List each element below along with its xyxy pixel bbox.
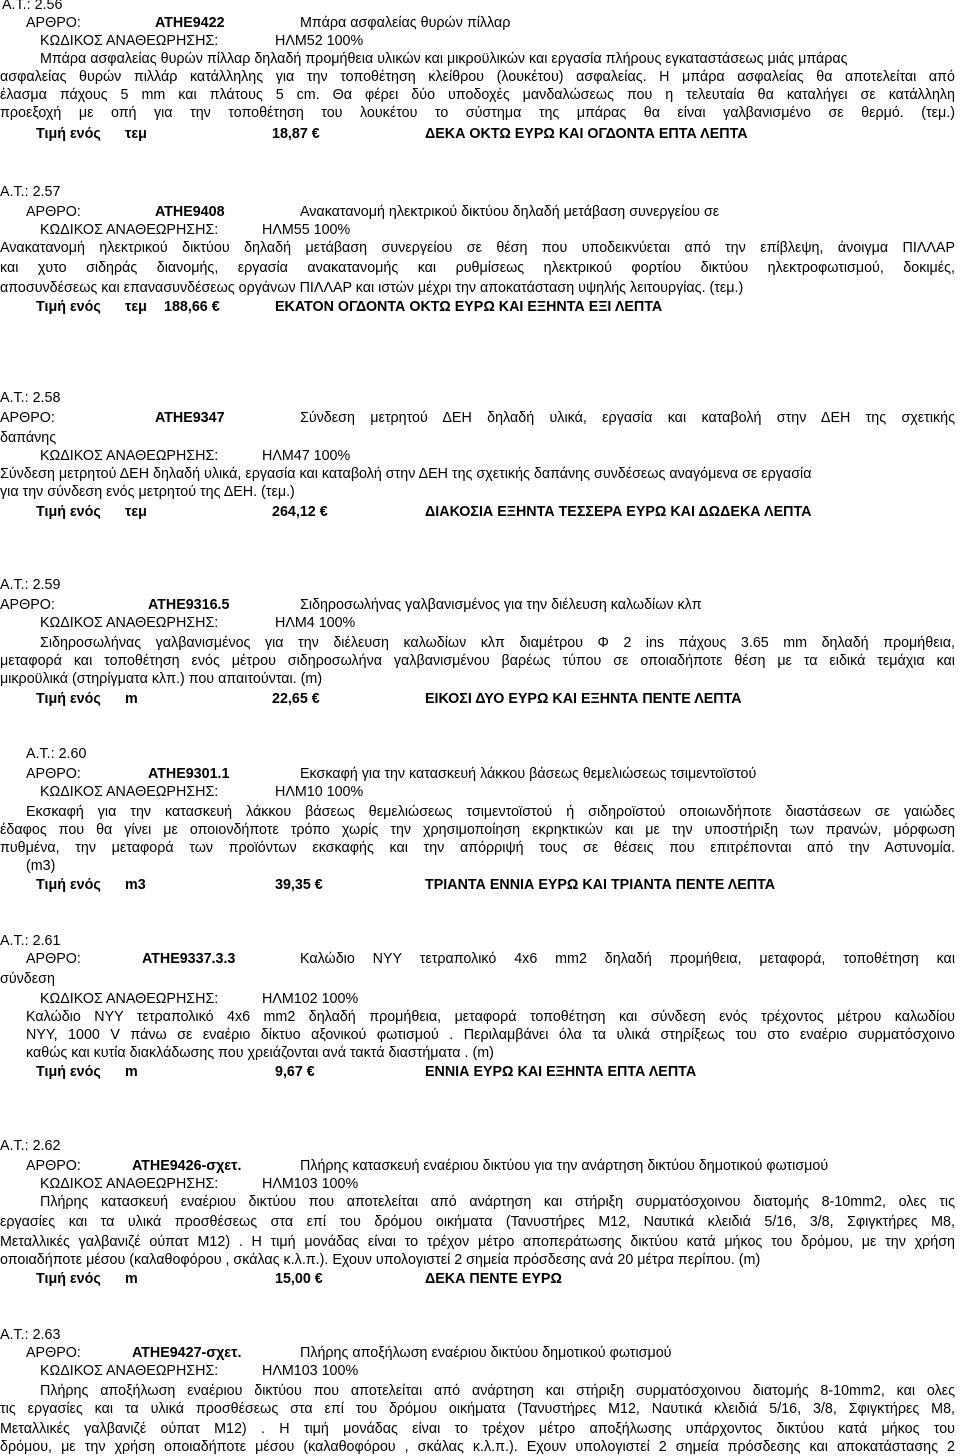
article-number: Α.Τ.: 2.60 [26,746,87,762]
revision-label: ΚΩΔΙΚΟΣ ΑΝΑΘΕΩΡΗΣΗΣ: [40,222,219,238]
revision-value: ΗΛΜ47 100% [262,448,351,464]
price-unit: τεμ [125,299,147,315]
article-label: ΑΡΘΡΟ: [26,951,81,967]
article-number: Α.Τ.: 2.61 [0,933,61,949]
price-in-words: ΕΚΑΤΟΝ ΟΓΔΟΝΤΑ ΟΚΤΩ ΕΥΡΩ ΚΑΙ ΕΞΗΝΤΑ ΕΞΙ ΛΕΠΤΑ [275,299,663,315]
price-label: Τιμή ενός [36,691,101,707]
article-title: Εκσκαφή για την κατασκευή λάκκου βάσεως θεμελιώσεως τσιμεντοϊστού [300,766,757,782]
article-label: ΑΡΘΡΟ: [26,766,81,782]
description-line: οποιαδήποτε μέσου (καλαθοφόρου , σκάλας κ.λ.π.). Εχουν υπολογιστεί 2 σημεία πρόσδεσης ανά 20 μέτρα περίπου. (m) [0,1252,761,1268]
description-line: Μεταλλικές γαλβανιζέ ούπατ Μ12) . Η τιμή μονάδας είναι το τρέχον μέτρο αποξήλωσης υπάρχοντος δικτύου κατά μήκος του [0,1421,955,1437]
description-line: για την σύνδεση ενός μετρητού της ΔΕΗ. (τεμ.) [0,484,295,500]
article-number: Α.Τ.: 2.58 [0,390,61,406]
revision-label: ΚΩΔΙΚΟΣ ΑΝΑΘΕΩΡΗΣΗΣ: [40,784,219,800]
price-in-words: ΤΡΙΑΝΤΑ ΕΝΝΙΑ ΕΥΡΩ ΚΑΙ ΤΡΙΑΝΤΑ ΠΕΝΤΕ ΛΕΠΤΑ [425,877,776,893]
description-line: εργασίες και τα υλικά προσθέσεως στα επί του δρόμου οικήματα (Τανυστήρες Μ12, Ναυτικά κλειδιά 5/16, 3/8, Σφιγκτήρες Μ8, [0,1214,955,1230]
article-code: ΑΤΗΕ9301.1 [148,766,230,782]
price-unit: τεμ [125,126,147,142]
price-unit: m [125,1064,138,1080]
article-code: ΑΤΗΕ9422 [155,15,225,31]
article-number: Α.Τ.: 2.57 [0,184,61,200]
description-line: έλασμα πάχους 5 mm και πλάτους 5 cm. Θα φέρει δύο υποδοχές μανδαλώσεως που η τελευταία θα καταλήγει σε κατάλληλη [0,87,955,103]
article-title: Πλήρης κατασκευή εναέριου δικτύου για την ανάρτηση δικτύου δημοτικού φωτισμού [300,1158,829,1174]
description-line: ΝΥΥ, 1000 V πάνω σε εναέριο δίκτυο αξονικού φωτισμού . Περιλαμβάνει όλα τα υλικά στηρίξεως του στο εναέριο συρματόσχοινο [26,1027,955,1043]
price-value: 9,67 € [275,1064,315,1080]
price-in-words: ΕΙΚΟΣΙ ΔΥΟ ΕΥΡΩ ΚΑΙ ΕΞΗΝΤΑ ΠΕΝΤΕ ΛΕΠΤΑ [425,691,742,707]
article-title: Πλήρης αποξήλωση εναέριου δικτύου δημοτικού φωτισμού [300,1345,672,1361]
price-unit: τεμ [125,504,147,520]
article-number: Α.Τ.: 2.62 [0,1138,61,1154]
price-in-words: ΔΕΚΑ ΟΚΤΩ ΕΥΡΩ ΚΑΙ ΟΓΔΟΝΤΑ ΕΠΤΑ ΛΕΠΤΑ [425,126,748,142]
article-label: ΑΡΘΡΟ: [26,15,81,31]
revision-value: ΗΛΜ102 100% [262,991,359,1007]
article-number: Α.Τ.: 2.56 [2,0,63,13]
description-line: Εκσκαφή για την κατασκευή λάκκου βάσεως θεμελιώσεως τσιμεντοϊστού ή σιδηροϊστού οποιωνδήποτε διαστάσεων σε γαιώδες [26,804,955,820]
description-line: Πλήρης αποξήλωση εναέριου δικτύου που αποτελείται από ανάρτηση και στήριξη συρματόσχοινου διατομής 8-10mm2, και ολες [40,1383,955,1399]
description-line: ασφαλείας θυρών πιλλάρ κατάλληλης για την τοποθέτηση κλείθρου (λουκέτου) ασφαλείας. Η μπάρα ασφαλείας θα αποτελείται από [0,69,955,85]
description-line: δρόμου, με την χρήση οποιαδήποτε μέσου (καλαθοφόρου , σκάλας κ.λ.π.). Εχουν υπολογιστεί 2 σημεία πρόσδεσης και αποκατάστασης 2 [0,1439,955,1455]
article-label: ΑΡΘΡΟ: [26,1345,81,1361]
article-label: ΑΡΘΡΟ: [26,204,81,220]
revision-value: ΗΛΜ103 100% [262,1363,359,1379]
price-value: 188,66 € [164,299,220,315]
price-in-words: ΔΕΚΑ ΠΕΝΤΕ ΕΥΡΩ [425,1271,562,1287]
description-line: προεξοχή με οπή για την τοποθέτηση του λουκέτου το σύστημα της μπάρας θα είναι γαλβανισμένο σε θερμό. (τεμ.) [0,105,955,121]
price-unit: m3 [125,877,146,893]
price-label: Τιμή ενός [36,299,101,315]
article-code: ΑΤΗΕ9347 [155,410,225,426]
article-code: ΑΤΗΕ9426-σχετ. [132,1158,242,1174]
description-line: (m3) [26,858,56,874]
price-label: Τιμή ενός [36,1064,101,1080]
article-title-continued: δαπάνης [0,430,57,446]
revision-label: ΚΩΔΙΚΟΣ ΑΝΑΘΕΩΡΗΣΗΣ: [40,1363,219,1379]
description-line: Ανακατανομή ηλεκτρικού δικτύου δηλαδή μετάβαση συνεργείου σε θέση που υποδεικνύεται από την επίβλεψη, άνοιγμα ΠΙΛΛΑΡ [0,240,955,256]
description-line: Μπάρα ασφαλείας θυρών πίλλαρ δηλαδή προμήθεια υλικών και μικροϋλικών και εργασία πλήρους εγκαταστάσεως μιάς μπάρας [40,51,848,67]
article-title: Σύνδεση μετρητού ΔΕΗ δηλαδή υλικά, εργασία και καταβολή στην ΔΕΗ της σχετικής [300,410,955,426]
price-in-words: ΕΝΝΙΑ ΕΥΡΩ ΚΑΙ ΕΞΗΝΤΑ ΕΠΤΑ ΛΕΠΤΑ [425,1064,697,1080]
revision-label: ΚΩΔΙΚΟΣ ΑΝΑΘΕΩΡΗΣΗΣ: [40,991,219,1007]
revision-value: ΗΛΜ52 100% [275,33,364,49]
revision-label: ΚΩΔΙΚΟΣ ΑΝΑΘΕΩΡΗΣΗΣ: [40,33,219,49]
description-line: Πλήρης κατασκευή εναέριου δικτύου που αποτελείται από ανάρτηση και στήριξη συρματόσχοινου διατομής 8-10mm2, ολες τις [40,1194,955,1210]
article-title-continued: σύνδεση [0,971,55,987]
price-unit: m [125,691,138,707]
price-unit: m [125,1271,138,1287]
article-code: ΑΤΗΕ9337.3.3 [142,951,236,967]
article-number: Α.Τ.: 2.63 [0,1327,61,1343]
price-label: Τιμή ενός [36,1271,101,1287]
revision-label: ΚΩΔΙΚΟΣ ΑΝΑΘΕΩΡΗΣΗΣ: [40,448,219,464]
revision-label: ΚΩΔΙΚΟΣ ΑΝΑΘΕΩΡΗΣΗΣ: [40,615,219,631]
article-title: Ανακατανομή ηλεκτρικού δικτύου δηλαδή μετάβαση συνεργείου σε [300,204,720,220]
description-line: μεταφορά και τοποθέτηση ενός μέτρου σιδηροσωλήνα γαλβανισμένου βαρέως τύπου σε οποιαδήποτε θέση με τα ειδικά τεμάχια και [0,653,955,669]
revision-value: ΗΛΜ55 100% [262,222,351,238]
revision-label: ΚΩΔΙΚΟΣ ΑΝΑΘΕΩΡΗΣΗΣ: [40,1176,219,1192]
price-value: 15,00 € [275,1271,323,1287]
description-line: μικροϋλικά (στηρίγματα κλπ.) που απαιτούνται. (m) [0,671,323,687]
price-label: Τιμή ενός [36,877,101,893]
article-code: ΑΤΗΕ9316.5 [148,597,230,613]
description-line: έδαφος που θα γίνει με οποιονδήποτε τρόπο χωρίς την χρησιμοποίηση εκρηκτικών και με την υποστήριξη των πρανών, μόρφωση [0,822,955,838]
price-label: Τιμή ενός [36,126,101,142]
price-value: 18,87 € [272,126,320,142]
price-value: 264,12 € [272,504,328,520]
price-label: Τιμή ενός [36,504,101,520]
article-title: Σιδηροσωλήνας γαλβανισμένος για την διέλευση καλωδίων κλπ [300,597,702,613]
price-value: 39,35 € [275,877,323,893]
price-in-words: ΔΙΑΚΟΣΙΑ ΕΞΗΝΤΑ ΤΕΣΣΕΡΑ ΕΥΡΩ ΚΑΙ ΔΩΔΕΚΑ ΛΕΠΤΑ [425,504,812,520]
description-line: Σύνδεση μετρητού ΔΕΗ δηλαδή υλικά, εργασία και καταβολή στην ΔΕΗ της σχετικής δαπάνης συνδέσεως αναγόμενα σε εργασία [0,466,812,482]
article-label: ΑΡΘΡΟ: [0,597,55,613]
price-value: 22,65 € [272,691,320,707]
description-line: τις εργασίες και τα υλικά προσθέσεως στα επί του δρόμου οικήματα (Τανυστήρες Μ12, Ναυτικά κλειδιά 5/16, 3/8, Σφιγκτήρες Μ8, [0,1401,955,1417]
description-line: Μεταλλικές γαλβανιζέ ούπατ Μ12) . Η τιμή μονάδας είναι το τρέχον μέτρο αποπεράτωσης δικτύου κατά μήκος του δρόμου, με την χρήση [0,1234,955,1250]
revision-value: ΗΛΜ10 100% [275,784,364,800]
description-line: Σιδηροσωλήνας γαλβανισμένος για την διέλευση καλωδίων κλπ διαμέτρου Φ 2 ins πάχους 3.65 mm δηλαδή προμήθεια, [40,635,955,651]
article-number: Α.Τ.: 2.59 [0,577,61,593]
description-line: πυθμένα, την μεταφορά των προϊόντων εκσκαφής και την απόρριψή τους σε θέσεις που επιτρέπονται από την Αστυνομία. [0,840,955,856]
description-line: καθώς και κυτία διακλάδωσης που χρειάζονται ανά τακτά διαστήματα . (m) [26,1045,494,1061]
article-title: Μπάρα ασφαλείας θυρών πίλλαρ [300,15,511,31]
revision-value: ΗΛΜ103 100% [262,1176,359,1192]
article-label: ΑΡΘΡΟ: [26,1158,81,1174]
description-line: και χυτο σιδηράς διανομής, εργασία ανακατανομής και ρυθμίσεως ηλεκτρικού φορτίου δικτύου ηλεκτροφωτισμού, δοκιμές, [0,260,955,276]
article-title: Καλώδιο ΝΥΥ τετραπολικό 4x6 mm2 δηλαδή προμήθεια, μεταφορά, τοποθέτηση και [300,951,955,967]
description-line: αποσυνδέσεως και επανασυνδέσεως οργάνων ΠΙΛΛΑΡ και ιστών μέχρι την αποκατάσταση υψηλής λειτουργίας. (τεμ.) [0,280,744,296]
article-code: ΑΤΗΕ9408 [155,204,225,220]
article-code: ΑΤΗΕ9427-σχετ. [132,1345,242,1361]
article-label: ΑΡΘΡΟ: [0,410,55,426]
revision-value: ΗΛΜ4 100% [275,615,356,631]
description-line: Καλώδιο ΝΥΥ τετραπολικό 4x6 mm2 δηλαδή προμήθεια, μεταφορά τοποθέτηση και σύνδεση ενός τρέχοντος μέτρου καλωδίου [26,1009,955,1025]
